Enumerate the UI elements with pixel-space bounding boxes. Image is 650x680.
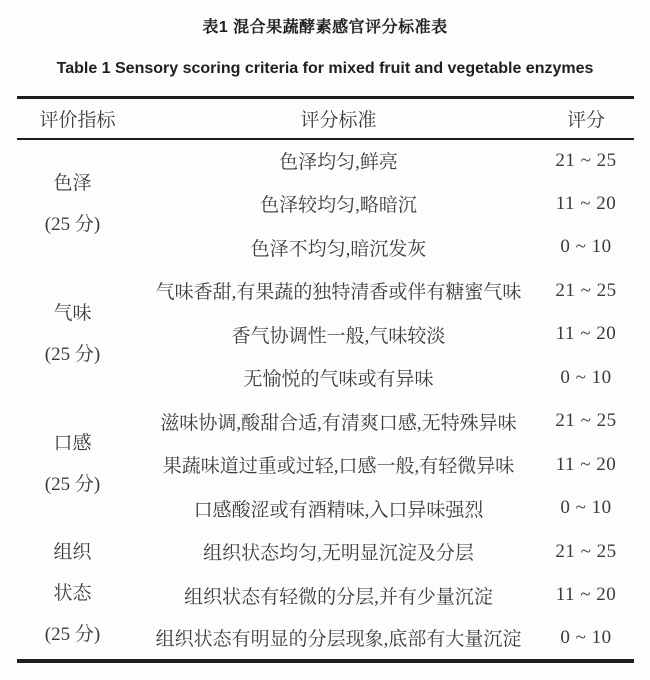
criteria-cell: 滋味协调,酸甜合适,有清爽口感,无特殊异味	[160, 412, 517, 434]
category-name: 组织	[53, 542, 92, 564]
score-cell: 11 ~ 20	[555, 453, 617, 475]
score-cell: 11 ~ 20	[555, 584, 617, 606]
table-title-en: Table 1 Sensory scoring criteria for mixed fruit and vegetable enzymes	[56, 60, 594, 77]
criteria-cell: 色泽不均匀,暗沉发灰	[250, 238, 427, 260]
score-cell: 0 ~ 10	[560, 626, 612, 648]
category-name: 口感	[53, 433, 92, 455]
category-name: 色泽	[53, 172, 92, 194]
table-row	[17, 139, 634, 183]
category-name: 状态	[53, 583, 92, 605]
table-row	[17, 269, 634, 313]
col-header-score: 评分	[539, 98, 634, 139]
criteria-cell: 口感酸涩或有酒精味,入口异味强烈	[193, 499, 484, 521]
category-points: (25 分)	[44, 343, 101, 365]
criteria-cell: 色泽较均匀,略暗沉	[260, 195, 417, 217]
criteria-cell: 组织状态有轻微的分层,并有少量沉淀	[184, 586, 493, 608]
score-cell: 21 ~ 25	[555, 149, 617, 171]
category-cell-texture	[17, 530, 139, 661]
score-cell: 0 ~ 10	[560, 497, 612, 519]
category-points: (25 分)	[44, 624, 101, 646]
col-header-index: 评价指标	[17, 98, 139, 139]
header-row	[17, 98, 634, 139]
table-title-zh: 表1 混合果蔬酵素感官评分标准表	[202, 19, 448, 36]
table-row	[17, 530, 634, 574]
score-cell: 11 ~ 20	[555, 323, 617, 345]
criteria-cell: 无愉悦的气味或有异味	[243, 369, 434, 391]
criteria-cell: 气味香甜,有果蔬的独特清香或伴有糖蜜气味	[155, 282, 522, 304]
table-row	[17, 400, 634, 444]
category-cell-color	[17, 139, 139, 270]
criteria-cell: 组织状态均匀,无明显沉淀及分层	[203, 543, 474, 565]
score-cell: 11 ~ 20	[555, 192, 617, 214]
category-points: (25 分)	[44, 474, 101, 496]
col-header-criteria: 评分标准	[139, 98, 539, 139]
criteria-cell: 香气协调性一般,气味较淡	[231, 325, 446, 347]
criteria-cell: 果蔬味道过重或过轻,口感一般,有轻微异味	[162, 456, 515, 478]
score-cell: 0 ~ 10	[560, 366, 612, 388]
category-points: (25 分)	[44, 213, 101, 235]
score-cell: 0 ~ 10	[560, 236, 612, 258]
category-cell-taste	[17, 400, 139, 531]
category-cell-smell	[17, 269, 139, 400]
sensory-scoring-table	[17, 96, 634, 663]
criteria-cell: 组织状态有明显的分层现象,底部有大量沉淀	[155, 629, 522, 651]
score-cell: 21 ~ 25	[555, 410, 617, 432]
category-name: 气味	[53, 302, 92, 324]
score-cell: 21 ~ 25	[555, 540, 617, 562]
score-cell: 21 ~ 25	[555, 279, 617, 301]
criteria-cell: 色泽均匀,鲜亮	[279, 152, 398, 174]
